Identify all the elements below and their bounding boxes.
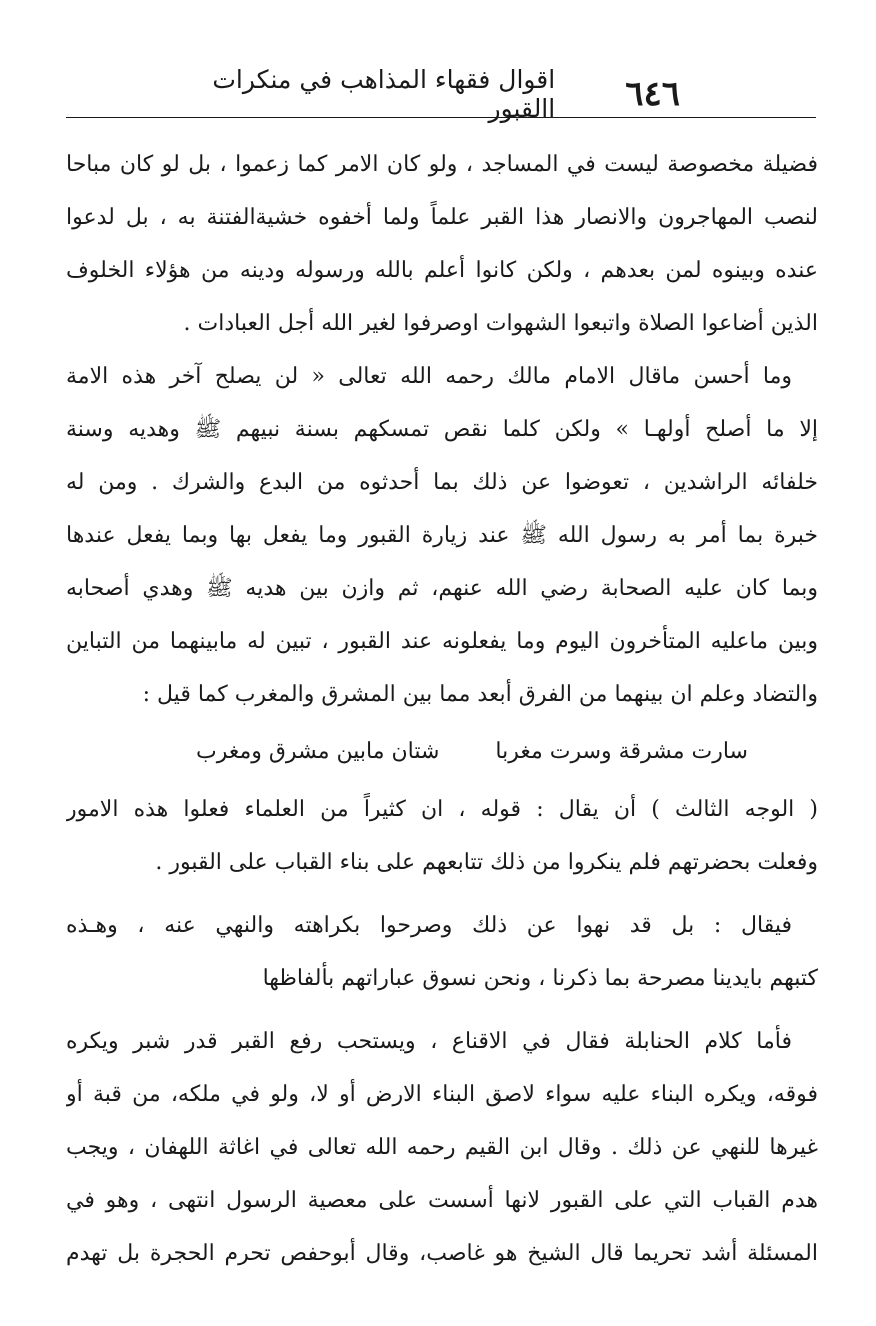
verse-first-hemistich: سارت مشرقة وسرت مغربا: [495, 739, 748, 764]
paragraph: [66, 138, 818, 350]
text-line: فوقه، ويكره البناء عليه سواء لاصق البناء الارض أو لا، ولو في ملكه، من قبة أو: [66, 1082, 818, 1107]
text-line: وما أحسن ماقال الامام مالك رحمه الله تعالى « لن يصلح آخر هذه الامة: [66, 364, 792, 389]
page-header: [140, 65, 680, 123]
text-line: المسئلة أشد تحريما قال الشيخ هو غاصب، وقال أبوحفص تحرم الحجرة بل تهدم: [66, 1241, 818, 1266]
text-line: عنده وبينوه لمن بعدهم ، ولكن كانوا أعلم بالله ورسوله ودينه من هؤلاء الخلوف: [66, 258, 818, 283]
header-rule: [66, 117, 816, 118]
text-line: غيرها للنهي عن ذلك . وقال ابن القيم رحمه الله تعالى في اغاثة اللهفان ، ويجب: [66, 1135, 818, 1160]
text-line: ( الوجه الثالث ) أن يقال : قوله ، ان كثيراً من العلماء فعلوا هذه الامور: [66, 797, 818, 822]
paragraph: [66, 899, 818, 1005]
text-line: الذين أضاعوا الصلاة واتبعوا الشهوات اوصرفوا لغير الله أجل العبادات .: [183, 311, 818, 336]
verse-second-hemistich: شتان مابين مشرق ومغرب: [196, 739, 440, 764]
text-line: فأما كلام الحنابلة فقال في الاقناع ، ويستحب رفع القبر قدر شبر ويكره: [66, 1029, 792, 1054]
page-number: ٦٤٦: [625, 74, 680, 114]
paragraph: [66, 783, 818, 889]
poetry-verse: [66, 721, 818, 783]
text-line: لنصب المهاجرون والانصار هذا القبر علماً ولما أخفوه خشيةالفتنة به ، بل لدعوا: [66, 205, 818, 230]
text-line: وفعلت بحضرتهم فلم ينكروا من ذلك تتابعهم على بناء القباب على القبور .: [155, 850, 818, 875]
text-line: هدم القباب التي على القبور لانها أسست على معصية الرسول انتهى ، وهو في: [66, 1188, 818, 1213]
text-line: خبرة بما أمر به رسول الله ﷺ عند زيارة القبور وما يفعل بها وبما يفعل عندها: [66, 523, 818, 548]
text-line: وبين ماعليه المتأخرون اليوم وما يفعلونه عند القبور ، تبين له مابينهما من التباين: [66, 629, 818, 654]
text-line: فضيلة مخصوصة ليست في المساجد ، ولو كان الامر كما زعموا ، بل لو كان مباحا: [66, 152, 818, 177]
text-line: كتبهم بايدينا مصرحة بما ذكرنا ، ونحن نسوق عباراتهم بألفاظها: [262, 966, 818, 991]
text-line: إلا ما أصلح أولهـا » ولكن كلما نقص تمسكهم بسنة نبيهم ﷺ وهديه وسنة: [66, 417, 818, 442]
spacer: [66, 1005, 818, 1015]
spacer: [66, 889, 818, 899]
running-title: اقوال فقهاء المذاهب في منكرات االقبور: [212, 65, 556, 123]
body-text: [66, 138, 818, 1280]
text-line: فيقال : بل قد نهوا عن ذلك وصرحوا بكراهته والنهي عنه ، وهـذه: [66, 913, 792, 938]
paragraph: [66, 1015, 818, 1280]
paragraph: [66, 350, 818, 721]
text-line: خلفائه الراشدين ، تعوضوا عن ذلك بما أحدثوه من البدع والشرك . ومن له: [66, 470, 818, 495]
text-line: والتضاد وعلم ان بينهما من الفرق أبعد مما بين المشرق والمغرب كما قيل :: [142, 682, 818, 707]
text-line: وبما كان عليه الصحابة رضي الله عنهم، ثم وازن بين هديه ﷺ وهدي أصحابه: [66, 576, 818, 601]
